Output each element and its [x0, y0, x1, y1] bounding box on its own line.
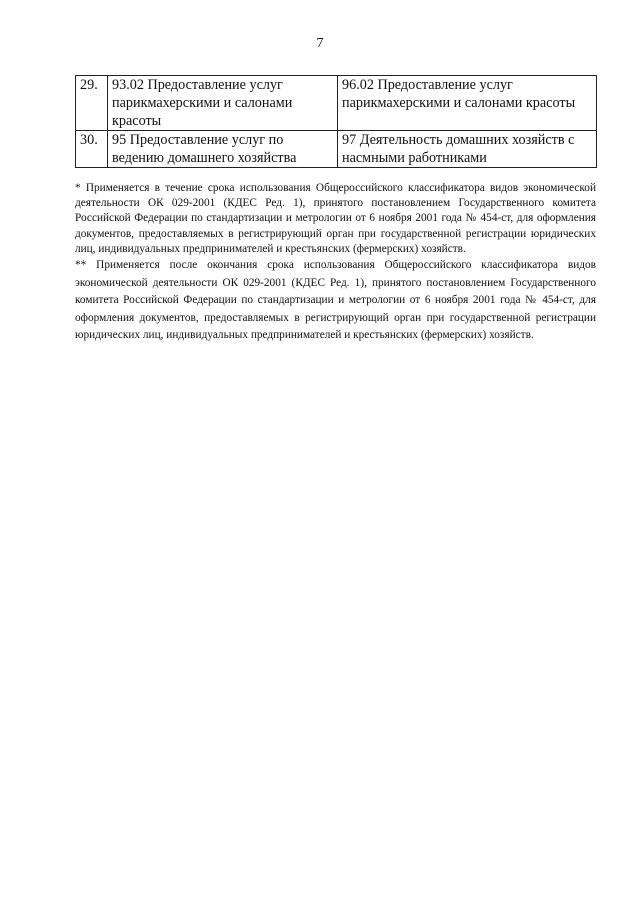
footnote-double-asterisk: ** Применяется после окончания срока использования Общероссийского классификатора видов экономической деятельности ОК 029-2001 (КДЕС Ред. 1), принятого постановлением Государственного комитета Российской Федерации по стандартизации и метрологии от 6 ноября 2001 года № 454-ст, для оформления документов, предоставляемых в регистрирующий орган при государственной регистрации юридических лиц, индивидуальных предпринимателей и крестьянских (фермерских) хозяйств. — [75, 259, 596, 342]
row-number: 29. — [76, 76, 108, 131]
table-cell-okved-2: 97 Деятельность домашних хозяйств с насмными работниками — [338, 131, 597, 168]
table-cell-okved-2001: 95 Предоставление услуг по ведению домашнего хозяйства — [108, 131, 338, 168]
page-number: 7 — [316, 36, 324, 51]
table-cell-okved-2001: 93.02 Предоставление услуг парикмахерскими и салонами красоты — [108, 76, 338, 131]
table-row — [76, 76, 597, 131]
footnotes — [75, 181, 596, 345]
activity-codes-table — [75, 75, 597, 168]
table-row — [76, 131, 597, 168]
row-number: 30. — [76, 131, 108, 168]
table-cell-okved-2: 96.02 Предоставление услуг парикмахерскими и салонами красоты — [338, 76, 597, 131]
footnote-single-asterisk: * Применяется в течение срока использования Общероссийского классификатора видов экономической деятельности ОК 029-2001 (КДЕС Ред. 1), принятого постановлением Государственного комитета Российской Федерации по стандартизации и метрологии от 6 ноября 2001 года № 454-ст, для оформления документов, предоставляемых в регистрирующий орган при государственной регистрации юридических лиц, индивидуальных предпринимателей и крестьянских (фермерских) хозяйств. — [75, 182, 596, 255]
